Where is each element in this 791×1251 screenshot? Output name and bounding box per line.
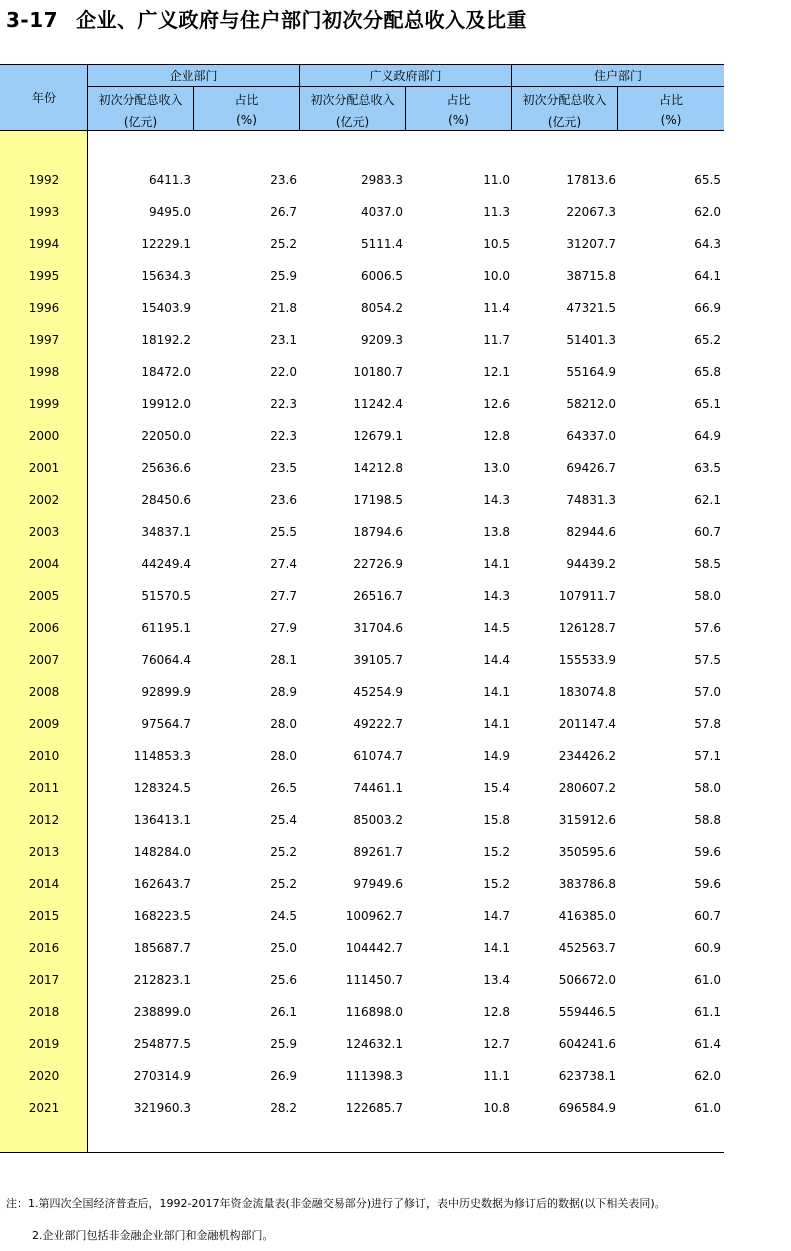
enterprise-income-cell: 162643.7 — [133, 877, 191, 891]
household-income-cell: 22067.3 — [566, 205, 616, 219]
enterprise-income-cell: 92899.9 — [141, 685, 191, 699]
government-income-cell: 4037.0 — [361, 205, 403, 219]
household-income-cell: 234426.2 — [558, 749, 616, 763]
table-row — [0, 266, 724, 286]
enterprise-share-cell: 22.3 — [270, 429, 297, 443]
government-income-cell: 8054.2 — [361, 301, 403, 315]
household-share-cell: 65.8 — [694, 365, 721, 379]
household-income-cell: 416385.0 — [558, 909, 616, 923]
enterprise-share-cell: 25.4 — [270, 813, 297, 827]
government-income-cell: 18794.6 — [353, 525, 403, 539]
header-income-cell — [512, 87, 618, 131]
household-share-cell: 62.0 — [694, 1069, 721, 1083]
household-income-cell: 58212.0 — [566, 397, 616, 411]
table-row — [0, 778, 724, 798]
header-group-government — [300, 64, 512, 131]
household-share-cell: 61.0 — [694, 973, 721, 987]
table-bottom-border — [0, 1152, 724, 1153]
year-cell: 2013 — [28, 845, 60, 859]
household-share-cell: 60.9 — [694, 941, 721, 955]
year-cell: 2003 — [28, 525, 60, 539]
enterprise-income-cell: 136413.1 — [133, 813, 191, 827]
government-income-cell: 31704.6 — [353, 621, 403, 635]
enterprise-share-cell: 21.8 — [270, 301, 297, 315]
household-share-cell: 57.6 — [694, 621, 721, 635]
table-row — [0, 522, 724, 542]
household-share-cell: 62.1 — [694, 493, 721, 507]
header-share-cell — [406, 87, 511, 131]
government-share-cell: 14.4 — [483, 653, 510, 667]
enterprise-income-cell: 238899.0 — [133, 1005, 191, 1019]
header-group-name: 广义政府部门 — [300, 65, 511, 87]
enterprise-income-cell: 34837.1 — [141, 525, 191, 539]
household-income-cell: 47321.5 — [566, 301, 616, 315]
enterprise-share-cell: 25.2 — [270, 237, 297, 251]
year-cell: 2002 — [28, 493, 60, 507]
government-share-cell: 12.8 — [483, 1005, 510, 1019]
government-share-cell: 15.8 — [483, 813, 510, 827]
header-group-name: 企业部门 — [88, 65, 299, 87]
government-share-cell: 11.3 — [483, 205, 510, 219]
header-income-label: 初次分配总收入 — [522, 93, 607, 107]
household-share-cell: 57.0 — [694, 685, 721, 699]
table-row — [0, 682, 724, 702]
enterprise-share-cell: 25.2 — [270, 845, 297, 859]
household-share-cell: 58.0 — [694, 781, 721, 795]
year-cell: 1993 — [28, 205, 60, 219]
household-share-cell: 60.7 — [694, 909, 721, 923]
government-share-cell: 12.7 — [483, 1037, 510, 1051]
enterprise-income-cell: 22050.0 — [141, 429, 191, 443]
government-income-cell: 74461.1 — [353, 781, 403, 795]
table-row — [0, 458, 724, 478]
household-income-cell: 559446.5 — [558, 1005, 616, 1019]
enterprise-income-cell: 18472.0 — [141, 365, 191, 379]
header-group-household — [512, 64, 724, 131]
household-income-cell: 452563.7 — [558, 941, 616, 955]
government-income-cell: 14212.8 — [353, 461, 403, 475]
government-income-cell: 122685.7 — [345, 1101, 403, 1115]
household-income-cell: 696584.9 — [558, 1101, 616, 1115]
household-income-cell: 623738.1 — [558, 1069, 616, 1083]
government-share-cell: 11.7 — [483, 333, 510, 347]
table-row — [0, 394, 724, 414]
government-income-cell: 12679.1 — [353, 429, 403, 443]
household-income-cell: 183074.8 — [558, 685, 616, 699]
year-cell: 2008 — [28, 685, 60, 699]
table-row — [0, 970, 724, 990]
enterprise-income-cell: 51570.5 — [141, 589, 191, 603]
household-income-cell: 31207.7 — [566, 237, 616, 251]
enterprise-income-cell: 15403.9 — [141, 301, 191, 315]
government-income-cell: 45254.9 — [353, 685, 403, 699]
government-income-cell: 22726.9 — [353, 557, 403, 571]
government-income-cell: 26516.7 — [353, 589, 403, 603]
enterprise-income-cell: 18192.2 — [141, 333, 191, 347]
government-share-cell: 13.0 — [483, 461, 510, 475]
header-income-label: 初次分配总收入 — [310, 93, 395, 107]
enterprise-income-cell: 168223.5 — [133, 909, 191, 923]
header-income-unit: (亿元) — [335, 115, 370, 129]
year-cell: 2015 — [28, 909, 60, 923]
table-row — [0, 650, 724, 670]
household-share-cell: 57.8 — [694, 717, 721, 731]
header-group-enterprise — [88, 64, 300, 131]
enterprise-income-cell: 28450.6 — [141, 493, 191, 507]
enterprise-income-cell: 9495.0 — [149, 205, 191, 219]
household-share-cell: 58.5 — [694, 557, 721, 571]
enterprise-share-cell: 28.0 — [270, 749, 297, 763]
enterprise-share-cell: 27.7 — [270, 589, 297, 603]
year-cell: 2010 — [28, 749, 60, 763]
year-cell: 2014 — [28, 877, 60, 891]
year-cell: 2004 — [28, 557, 60, 571]
enterprise-share-cell: 22.0 — [270, 365, 297, 379]
enterprise-share-cell: 26.7 — [270, 205, 297, 219]
table-row — [0, 1002, 724, 1022]
table-row — [0, 170, 724, 190]
government-income-cell: 9209.3 — [361, 333, 403, 347]
header-income-unit: (亿元) — [123, 115, 158, 129]
household-income-cell: 51401.3 — [566, 333, 616, 347]
enterprise-share-cell: 27.9 — [270, 621, 297, 635]
government-income-cell: 116898.0 — [345, 1005, 403, 1019]
year-cell: 1992 — [28, 173, 60, 187]
enterprise-share-cell: 26.5 — [270, 781, 297, 795]
household-share-cell: 64.9 — [694, 429, 721, 443]
enterprise-income-cell: 212823.1 — [133, 973, 191, 987]
government-share-cell: 10.8 — [483, 1101, 510, 1115]
government-income-cell: 124632.1 — [345, 1037, 403, 1051]
year-cell: 1997 — [28, 333, 60, 347]
table-row — [0, 618, 724, 638]
government-income-cell: 10180.7 — [353, 365, 403, 379]
page-title — [6, 4, 527, 33]
enterprise-income-cell: 12229.1 — [141, 237, 191, 251]
table-row — [0, 810, 724, 830]
household-share-cell: 59.6 — [694, 845, 721, 859]
household-income-cell: 82944.6 — [566, 525, 616, 539]
table-title: 企业、广义政府与住户部门初次分配总收入及比重 — [76, 8, 528, 32]
government-income-cell: 17198.5 — [353, 493, 403, 507]
government-share-cell: 10.0 — [483, 269, 510, 283]
table-row — [0, 746, 724, 766]
government-share-cell: 12.8 — [483, 429, 510, 443]
household-share-cell: 57.1 — [694, 749, 721, 763]
year-cell: 2017 — [28, 973, 60, 987]
household-share-cell: 65.5 — [694, 173, 721, 187]
household-share-cell: 58.0 — [694, 589, 721, 603]
year-cell: 2005 — [28, 589, 60, 603]
footnote-2: 2.企业部门包括非金融企业部门和金融机构部门。 — [32, 1229, 274, 1242]
enterprise-income-cell: 270314.9 — [133, 1069, 191, 1083]
government-share-cell: 15.4 — [483, 781, 510, 795]
government-share-cell: 12.1 — [483, 365, 510, 379]
government-share-cell: 13.4 — [483, 973, 510, 987]
household-income-cell: 69426.7 — [566, 461, 616, 475]
header-income-cell — [88, 87, 194, 131]
household-share-cell: 60.7 — [694, 525, 721, 539]
enterprise-share-cell: 28.2 — [270, 1101, 297, 1115]
household-income-cell: 17813.6 — [566, 173, 616, 187]
table-row — [0, 234, 724, 254]
year-cell: 1998 — [28, 365, 60, 379]
government-income-cell: 39105.7 — [353, 653, 403, 667]
household-share-cell: 61.1 — [694, 1005, 721, 1019]
header-group-name: 住户部门 — [512, 65, 724, 87]
header-income-label: 初次分配总收入 — [98, 93, 183, 107]
year-cell: 2007 — [28, 653, 60, 667]
enterprise-share-cell: 25.2 — [270, 877, 297, 891]
enterprise-share-cell: 26.1 — [270, 1005, 297, 1019]
header-year-cell — [0, 64, 88, 131]
year-cell: 2011 — [28, 781, 60, 795]
enterprise-income-cell: 128324.5 — [133, 781, 191, 795]
household-share-cell: 59.6 — [694, 877, 721, 891]
enterprise-share-cell: 23.1 — [270, 333, 297, 347]
header-year-label: 年份 — [31, 91, 56, 105]
enterprise-income-cell: 114853.3 — [133, 749, 191, 763]
enterprise-income-cell: 25636.6 — [141, 461, 191, 475]
header-share-label: 占比 — [234, 93, 259, 107]
government-share-cell: 11.1 — [483, 1069, 510, 1083]
enterprise-income-cell: 44249.4 — [141, 557, 191, 571]
government-share-cell: 14.1 — [483, 941, 510, 955]
year-cell: 2020 — [28, 1069, 60, 1083]
government-share-cell: 14.1 — [483, 557, 510, 571]
table-row — [0, 938, 724, 958]
year-cell: 2000 — [28, 429, 60, 443]
government-income-cell: 111450.7 — [345, 973, 403, 987]
household-income-cell: 107911.7 — [558, 589, 616, 603]
enterprise-share-cell: 28.0 — [270, 717, 297, 731]
government-income-cell: 11242.4 — [353, 397, 403, 411]
government-income-cell: 104442.7 — [345, 941, 403, 955]
header-share-label: 占比 — [658, 93, 683, 107]
year-cell: 1999 — [28, 397, 60, 411]
household-share-cell: 61.4 — [694, 1037, 721, 1051]
household-share-cell: 63.5 — [694, 461, 721, 475]
header-income-unit: (亿元) — [547, 115, 582, 129]
table-row — [0, 1098, 724, 1118]
year-cell: 2016 — [28, 941, 60, 955]
year-cell: 2021 — [28, 1101, 60, 1115]
header-share-cell — [618, 87, 724, 131]
enterprise-share-cell: 25.9 — [270, 269, 297, 283]
header-share-unit: (%) — [236, 113, 257, 127]
table-row — [0, 298, 724, 318]
government-share-cell: 14.7 — [483, 909, 510, 923]
household-income-cell: 280607.2 — [558, 781, 616, 795]
table-row — [0, 426, 724, 446]
table-row — [0, 330, 724, 350]
government-income-cell: 97949.6 — [353, 877, 403, 891]
government-share-cell: 14.3 — [483, 589, 510, 603]
household-income-cell: 55164.9 — [566, 365, 616, 379]
enterprise-income-cell: 19912.0 — [141, 397, 191, 411]
table-row — [0, 586, 724, 606]
enterprise-income-cell: 15634.3 — [141, 269, 191, 283]
table-row — [0, 906, 724, 926]
government-income-cell: 5111.4 — [361, 237, 403, 251]
enterprise-income-cell: 97564.7 — [141, 717, 191, 731]
table-row — [0, 490, 724, 510]
government-share-cell: 10.5 — [483, 237, 510, 251]
header-income-cell — [300, 87, 406, 131]
footnote-1: 注：1.第四次全国经济普查后，1992-2017年资金流量表(非金融交易部分)进行了修订，表中历史数据为修订后的数据(以下相关表同)。 — [6, 1197, 666, 1210]
table-number: 3-17 — [6, 8, 59, 32]
household-income-cell: 315912.6 — [558, 813, 616, 827]
enterprise-income-cell: 6411.3 — [149, 173, 191, 187]
government-share-cell: 14.9 — [483, 749, 510, 763]
enterprise-income-cell: 321960.3 — [133, 1101, 191, 1115]
household-share-cell: 64.3 — [694, 237, 721, 251]
header-share-label: 占比 — [446, 93, 471, 107]
government-share-cell: 14.3 — [483, 493, 510, 507]
year-cell: 2006 — [28, 621, 60, 635]
government-income-cell: 61074.7 — [353, 749, 403, 763]
household-income-cell: 94439.2 — [566, 557, 616, 571]
header-share-unit: (%) — [660, 113, 682, 127]
household-income-cell: 604241.6 — [558, 1037, 616, 1051]
enterprise-share-cell: 24.5 — [270, 909, 297, 923]
government-share-cell: 11.4 — [483, 301, 510, 315]
enterprise-share-cell: 25.5 — [270, 525, 297, 539]
enterprise-income-cell: 61195.1 — [141, 621, 191, 635]
enterprise-share-cell: 28.1 — [270, 653, 297, 667]
household-income-cell: 350595.6 — [558, 845, 616, 859]
household-income-cell: 38715.8 — [566, 269, 616, 283]
enterprise-share-cell: 23.5 — [270, 461, 297, 475]
year-cell: 2018 — [28, 1005, 60, 1019]
household-income-cell: 74831.3 — [566, 493, 616, 507]
header-share-unit: (%) — [448, 113, 469, 127]
enterprise-share-cell: 26.9 — [270, 1069, 297, 1083]
government-income-cell: 85003.2 — [353, 813, 403, 827]
table-row — [0, 714, 724, 734]
government-income-cell: 111398.3 — [345, 1069, 403, 1083]
enterprise-share-cell: 28.9 — [270, 685, 297, 699]
table-row — [0, 1034, 724, 1054]
household-share-cell: 64.1 — [694, 269, 721, 283]
year-cell: 2009 — [28, 717, 60, 731]
enterprise-income-cell: 148284.0 — [133, 845, 191, 859]
table-row — [0, 1066, 724, 1086]
year-cell: 2012 — [28, 813, 60, 827]
government-share-cell: 15.2 — [483, 845, 510, 859]
table-row — [0, 874, 724, 894]
government-share-cell: 14.5 — [483, 621, 510, 635]
government-share-cell: 14.1 — [483, 717, 510, 731]
year-cell: 1994 — [28, 237, 60, 251]
table-row — [0, 202, 724, 222]
government-income-cell: 2983.3 — [361, 173, 403, 187]
household-income-cell: 155533.9 — [558, 653, 616, 667]
household-share-cell: 65.1 — [694, 397, 721, 411]
year-cell: 1996 — [28, 301, 60, 315]
household-income-cell: 506672.0 — [558, 973, 616, 987]
household-share-cell: 58.8 — [694, 813, 721, 827]
enterprise-share-cell: 27.4 — [270, 557, 297, 571]
header-share-cell — [194, 87, 299, 131]
enterprise-share-cell: 23.6 — [270, 173, 297, 187]
enterprise-share-cell: 25.6 — [270, 973, 297, 987]
government-income-cell: 49222.7 — [353, 717, 403, 731]
enterprise-income-cell: 185687.7 — [133, 941, 191, 955]
household-share-cell: 57.5 — [694, 653, 721, 667]
government-share-cell: 15.2 — [483, 877, 510, 891]
government-share-cell: 12.6 — [483, 397, 510, 411]
household-income-cell: 126128.7 — [558, 621, 616, 635]
household-share-cell: 66.9 — [694, 301, 721, 315]
household-income-cell: 201147.4 — [558, 717, 616, 731]
government-income-cell: 6006.5 — [361, 269, 403, 283]
household-share-cell: 61.0 — [694, 1101, 721, 1115]
table-row — [0, 362, 724, 382]
government-income-cell: 100962.7 — [345, 909, 403, 923]
government-share-cell: 11.0 — [483, 173, 510, 187]
table-row — [0, 842, 724, 862]
enterprise-income-cell: 254877.5 — [133, 1037, 191, 1051]
enterprise-share-cell: 25.0 — [270, 941, 297, 955]
year-cell: 2001 — [28, 461, 60, 475]
government-share-cell: 14.1 — [483, 685, 510, 699]
household-share-cell: 62.0 — [694, 205, 721, 219]
enterprise-share-cell: 23.6 — [270, 493, 297, 507]
enterprise-share-cell: 22.3 — [270, 397, 297, 411]
government-income-cell: 89261.7 — [353, 845, 403, 859]
table-row — [0, 554, 724, 574]
enterprise-share-cell: 25.9 — [270, 1037, 297, 1051]
household-income-cell: 64337.0 — [566, 429, 616, 443]
household-income-cell: 383786.8 — [558, 877, 616, 891]
enterprise-income-cell: 76064.4 — [141, 653, 191, 667]
year-cell: 1995 — [28, 269, 60, 283]
government-share-cell: 13.8 — [483, 525, 510, 539]
household-share-cell: 65.2 — [694, 333, 721, 347]
year-cell: 2019 — [28, 1037, 60, 1051]
